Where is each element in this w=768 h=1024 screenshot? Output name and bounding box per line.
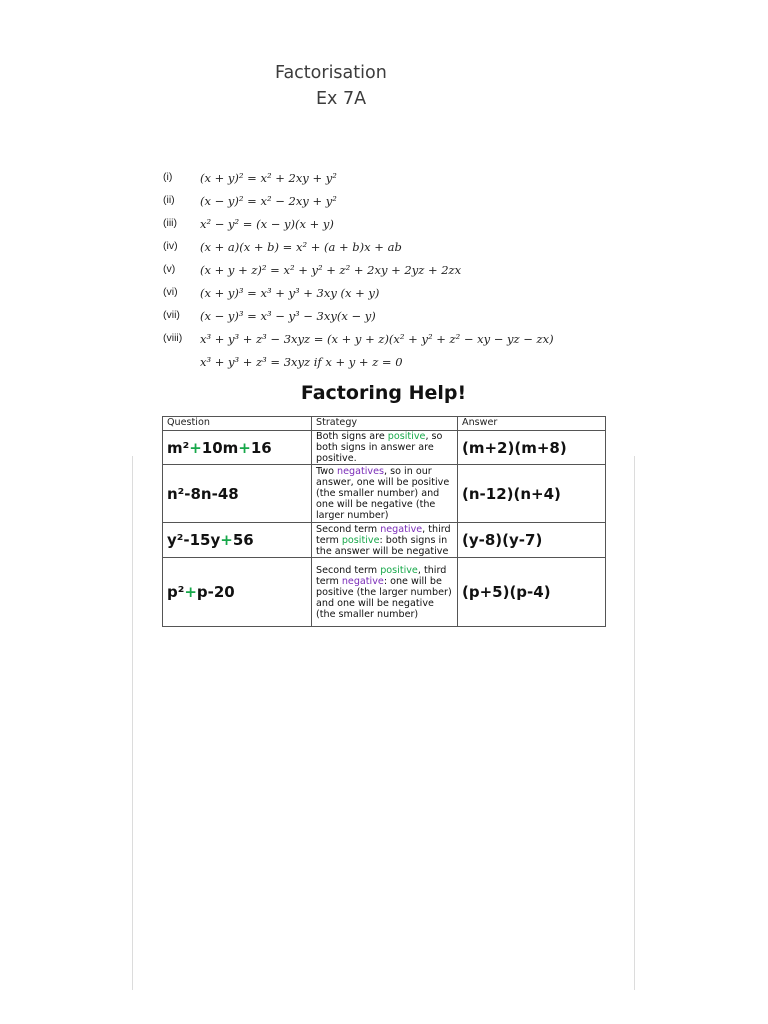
answer-cell: (y-8)(y-7) (458, 523, 606, 558)
identity-number: (v) (163, 263, 176, 275)
table-row (163, 465, 606, 523)
table-row (163, 558, 606, 627)
answer-cell: (n-12)(n+4) (458, 465, 606, 523)
header-answer: Answer (458, 417, 606, 431)
identity-number: (iv) (163, 240, 178, 252)
factoring-help-table (162, 416, 606, 627)
page-title: Factorisation (275, 63, 387, 83)
strategy-cell: Second term positive, third term negative: one will be positive (the larger number) and one will be negative (the smaller number) (312, 558, 458, 627)
identity-number: (viii) (163, 332, 183, 344)
identity-number: (iii) (163, 217, 177, 229)
identity-number: (vi) (163, 286, 178, 298)
question-cell: p²+p-20 (163, 558, 312, 627)
table-row (163, 431, 606, 465)
factoring-help-heading: Factoring Help! (300, 382, 467, 404)
table-header-row (163, 417, 606, 431)
answer-cell: (p+5)(p-4) (458, 558, 606, 627)
identity-number: (ii) (163, 194, 175, 206)
strategy-cell: Second term negative, third term positive: both signs in the answer will be negative (312, 523, 458, 558)
answer-cell: (m+2)(m+8) (458, 431, 606, 465)
question-cell: y²-15y+56 (163, 523, 312, 558)
identity-number: (vii) (163, 309, 180, 321)
identity-expression: (x + y)² = x² + 2xy + y² (200, 171, 337, 185)
question-cell: n²-8n-48 (163, 465, 312, 523)
strategy-cell: Two negatives, so in our answer, one will be positive (the smaller number) and one will be negative (the larger number) (312, 465, 458, 523)
header-strategy: Strategy (312, 417, 458, 431)
header-question: Question (163, 417, 312, 431)
identity-expression: x³ + y³ + z³ − 3xyz = (x + y + z)(x² + y² + z² − xy − yz − zx) (200, 332, 554, 346)
identity-expression: x³ + y³ + z³ = 3xyz if x + y + z = 0 (200, 355, 403, 369)
identity-expression: (x − y)² = x² − 2xy + y² (200, 194, 337, 208)
table-row (163, 523, 606, 558)
page-left-edge (132, 456, 133, 990)
page-right-edge (634, 456, 635, 990)
strategy-cell: Both signs are positive, so both signs in answer are positive. (312, 431, 458, 465)
identity-number: (i) (163, 171, 173, 183)
identity-expression: x² − y² = (x − y)(x + y) (200, 217, 334, 231)
exercise-label: Ex 7A (316, 89, 367, 109)
identity-expression: (x + y + z)² = x² + y² + z² + 2xy + 2yz + 2zx (200, 263, 462, 277)
identity-expression: (x + a)(x + b) = x² + (a + b)x + ab (200, 240, 402, 254)
identity-expression: (x + y)³ = x³ + y³ + 3xy (x + y) (200, 286, 380, 300)
identity-expression: (x − y)³ = x³ − y³ − 3xy(x − y) (200, 309, 376, 323)
question-cell: m²+10m+16 (163, 431, 312, 465)
